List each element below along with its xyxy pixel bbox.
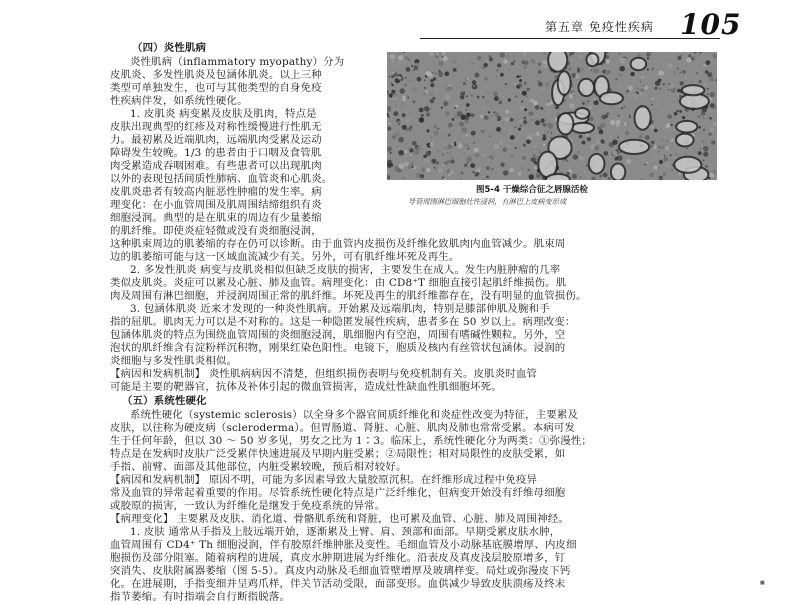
text-line: 性疾病伴发，如系统性硬化。 xyxy=(110,95,248,107)
text-line: 血管周围有 CD4⁺ Th 细胞浸润，伴有胶原纤维肿胀及变性。毛细血管及小动脉基底膜增厚、内皮细 xyxy=(110,539,577,551)
text-line: 生于任何年龄，但以 30 ～ 50 岁多见，男女之比为 1∶3。临床上，系统性硬化分为两类：①弥漫性； xyxy=(110,435,593,447)
text-line: 炎性肌病（inflammatory myopathy）分为 xyxy=(130,56,345,68)
figure-micrograph xyxy=(387,52,717,180)
header-rule xyxy=(420,38,720,39)
text-line: 肉及周围有淋巴细胞，并浸润周围正常的肌纤维。坏死及再生的肌纤维都存在，没有明显的血管损伤。 xyxy=(110,290,587,302)
text-line: （四）炎性肌病 xyxy=(132,42,207,54)
text-line: 可能是主要的靶器官，抗体及补体引起的微血管损害，造成灶性缺血性肌细胞坏死。 xyxy=(110,381,502,393)
text-line: 【病理变化】 主要累及皮肤、消化道、骨骼肌系统和肾脏，也可累及血管、心脏、肺及周围神经。 xyxy=(110,513,569,525)
figure-caption-note: 导管周围淋巴细胞灶性浸润，有淋巴上皮病变形成 xyxy=(408,197,567,206)
text-line: 3. 包涵体肌炎 近来才发现的一种炎性肌病。开始累及远端肌肉，特别是膝部伸肌及腕和手 xyxy=(130,303,550,315)
text-line: 类似皮肌炎。炎症可以累及心脏、肺及血管。病理变化：由 CD8⁺T 细胞直接引起肌纤维损伤。肌 xyxy=(110,277,567,289)
text-line: 皮肤出现典型的红疹及对称性缓慢进行性肌无 xyxy=(110,121,322,133)
text-line: 皮肌炎、多发性肌炎及包涵体肌炎。以上三种 xyxy=(110,69,322,81)
text-line: 突消失、皮肤附属器萎缩（图 5-5）。真皮内动脉及毛细血管壁增厚及玻璃样变。局灶或弥漫皮下钙 xyxy=(110,565,571,577)
text-line: 系统性硬化（systemic sclerosis）以全身多个器官间质纤维化和炎症性改变为特征，主要累及 xyxy=(130,409,579,421)
text-line: 常及血管的异常起着重要的作用。尽管系统性硬化特点是广泛纤维化，但病变开始没有纤维母细胞 xyxy=(110,487,566,499)
text-line: 手指、前臂、面部及其他部位，内脏受累较晚，预后相对较好。 xyxy=(110,461,407,473)
page-mark: ■ xyxy=(760,580,765,586)
text-line: 1. 皮肤 通常从手指及上肢远端开始，逐渐累及上臂、肩、颈部和面部。早期受累皮肤水肿， xyxy=(130,526,561,538)
text-line: 以外的表现包括间质性肺病、血管炎和心肌炎。 xyxy=(110,173,333,185)
page-number: 105 xyxy=(680,8,742,41)
text-line: 力。最初累及近端肌肉，远端肌肉受累及运动 xyxy=(110,134,322,146)
text-line: 细胞浸润。典型的是在肌束的周边有少量萎缩 xyxy=(110,212,322,224)
text-line: 或胶原的损害，一致认为纤维化是继发于免疫系统的异常。 xyxy=(110,500,386,512)
text-line: 化。在进展期，手指变细并呈鸡爪样，伴关节活动受限，面部变形。血供减少导致皮肤溃疡及终末 xyxy=(110,578,566,590)
text-line: 这种肌束周边的肌萎缩的存在仍可以诊断。由于血管内皮损伤及纤维化致肌肉内血管减少。肌束周 xyxy=(110,238,566,250)
text-line: （五）系统性硬化 xyxy=(122,395,207,407)
text-line: 皮肌炎患者有较高内脏恶性肿瘤的发生率。病 xyxy=(110,186,322,198)
text-line: 2. 多发性肌炎 病变与皮肌炎相似但缺乏皮肤的损害，主要发生在成人。发生内脏肿瘤的几率 xyxy=(130,264,561,276)
text-line: 的肌纤维。即使炎症轻微或没有炎细胞浸润， xyxy=(110,225,322,237)
text-line: 特点是在发病时皮肤广泛受累伴快速进展及早期内脏受累；②局限性；相对局限性的皮肤受累，如 xyxy=(110,448,566,460)
text-line: 【病因和发病机制】 原因不明，可能为多因素导致大量胶原沉积。在纤维形成过程中免疫异 xyxy=(110,474,538,486)
text-line: 边的肌萎缩可能与这一区域血流减少有关。另外，可有肌纤维坏死及再生。 xyxy=(110,251,460,263)
text-line: 皮肤，以往称为硬皮病（scleroderma）。但胃肠道、肾脏、心脏、肌肉及肺也常常受累。本病可发 xyxy=(110,422,576,434)
text-line: 包涵体肌炎的特点为围绕血管周围的炎细胞浸润，肌细胞内有空泡，周围有嗜碱性颗粒。另外，空 xyxy=(110,329,566,341)
text-line: 理变化：在小血管周围及肌周围结缔组织有炎 xyxy=(110,199,322,211)
text-line: 1. 皮肌炎 病变累及皮肤及肌肉，特点是 xyxy=(130,108,317,120)
text-line: 炎细胞与多发性肌炎相似。 xyxy=(110,355,238,367)
histology-micrograph-icon xyxy=(387,52,717,180)
chapter-title: 第五章 免疫性疾病 xyxy=(545,20,654,34)
text-line: 障碍发生较晚。1/3 的患者由于口咽及食管肌 xyxy=(110,147,322,159)
text-line: 胞损伤及部分阻塞。随着病程的进展，真皮水肿期进展为纤维化。沿表皮及真皮浅层胶原增多，钉 xyxy=(110,552,566,564)
figure-caption-title: 图5-4 干燥综合征之唇腺活检 xyxy=(476,185,588,195)
text-line: 肉受累造成吞咽困难。有些患者可以出现肌肉 xyxy=(110,160,322,172)
page-header xyxy=(0,0,800,44)
text-line: 类型可单独发生，也可与其他类型的自身免疫 xyxy=(110,82,322,94)
text-line: 【病因和发病机制】 炎性肌病病因不清楚，但组织损伤表明与免疫机制有关。皮肌炎时血管 xyxy=(110,368,538,380)
text-line: 指的屈肌。肌肉无力可以是不对称的。这是一种隐匿发展性疾病，患者多在 50 岁以上。病理改变： xyxy=(110,316,576,328)
text-line: 泡状的肌纤维含有淀粉样沉积物，刚果红染色阳性。电镜下，胞质及核内有丝管状包涵体。浸润的 xyxy=(110,342,566,354)
text-line: 指节萎缩。有时指端会自行断指脱落。 xyxy=(110,591,291,603)
